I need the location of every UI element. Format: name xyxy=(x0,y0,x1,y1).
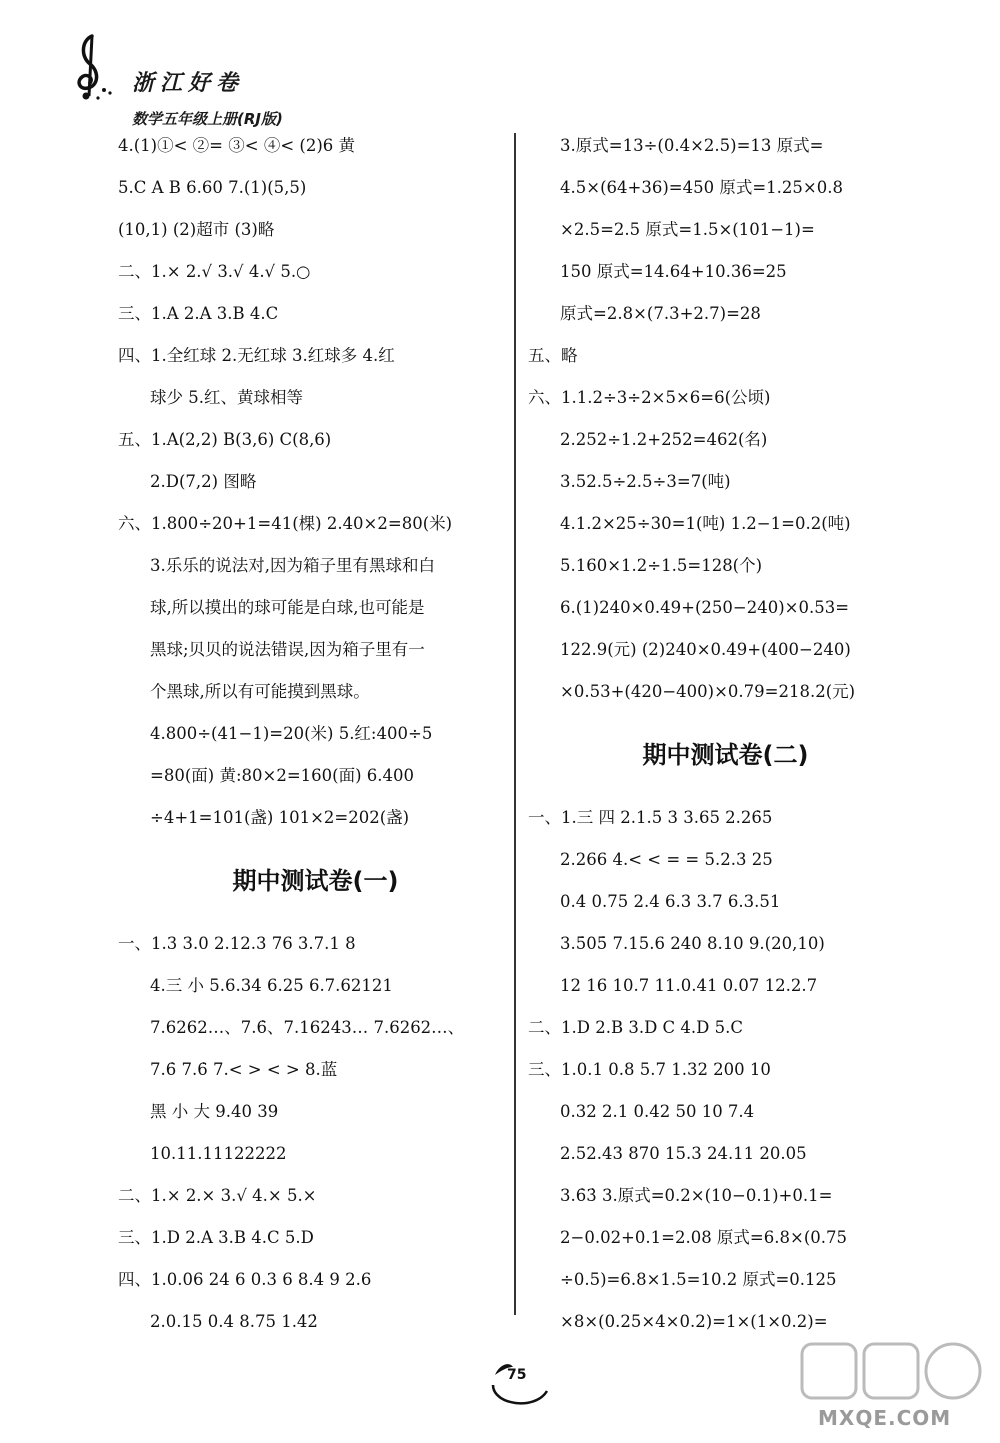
answer-line: 0.4 0.75 2.4 6.3 3.7 6.3.51 xyxy=(560,892,781,911)
answer-line: 3.乐乐的说法对,因为箱子里有黑球和白 xyxy=(150,556,435,575)
answer-line: 原式=2.8×(7.3+2.7)=28 xyxy=(560,304,761,323)
answer-line: ÷4+1=101(盏) 101×2=202(盏) xyxy=(150,808,410,827)
answer-line: 二、1.× 2.√ 3.√ 4.√ 5.○ xyxy=(118,262,311,281)
answer-line: 150 原式=14.64+10.36=25 xyxy=(560,262,787,281)
answer-line: 12 16 10.7 11.0.41 0.07 12.2.7 xyxy=(560,976,818,995)
book-title: 数学五年级上册(RJ版) xyxy=(132,110,283,128)
answer-line: 三、1.D 2.A 3.B 4.C 5.D xyxy=(118,1228,314,1247)
watermark-text: MXQE.COM xyxy=(818,1406,952,1430)
answer-line: 4.1.2×25÷30=1(吨) 1.2−1=0.2(吨) xyxy=(560,514,851,533)
column-divider xyxy=(514,133,516,1315)
answer-line: 五、1.A(2,2) B(3,6) C(8,6) xyxy=(118,430,332,449)
answer-line: 0.32 2.1 0.42 50 10 7.4 xyxy=(560,1102,755,1121)
answer-line: 一、1.3 3.0 2.12.3 76 3.7.1 8 xyxy=(118,934,356,953)
answer-line: 7.6262…、7.6̇、7.16243… 7.6262…、 xyxy=(150,1018,465,1037)
answer-line: 一、1.三 四 2.1.5 3 3.65 2.26̇5̇ xyxy=(528,808,773,827)
right-answer-column xyxy=(528,125,923,1343)
answer-line: 3.原式=13÷(0.4×2.5)=13 原式= xyxy=(560,136,824,155)
answer-line: 三、1.A 2.A 3.B 4.C xyxy=(118,304,279,323)
answer-line: ÷0.5)=6.8×1.5=10.2 原式=0.125 xyxy=(560,1270,837,1289)
answer-line: 6.(1)240×0.49+(250−240)×0.53= xyxy=(560,598,850,617)
answer-line: 黑 小 大 9.40 39 xyxy=(150,1102,279,1121)
answer-line: 四、1.全红球 2.无红球 3.红球多 4.红 xyxy=(118,346,395,365)
answer-line: 4.三 小 5.6.34 6.25 6.7.62121 xyxy=(150,976,393,995)
answer-line: 4.(1)①< ②= ③< ④< (2)6 黄 xyxy=(118,136,356,155)
watermark-badge xyxy=(800,1340,990,1410)
answer-line: 二、1.D 2.B 3.D C 4.D 5.C xyxy=(528,1018,743,1037)
page-header xyxy=(62,30,382,128)
answer-line: 2.52.43 870 15.3 24.11 20.05 xyxy=(560,1144,807,1163)
watermark-logo xyxy=(800,1340,990,1435)
answer-line: 三、1.0.1 0.8 5.7 1.32 200 10 xyxy=(528,1060,771,1079)
answer-line: 5.C A B 6.60 7.(1)(5,5) xyxy=(118,178,307,197)
answer-line: 3.52.5÷2.5÷3=7(吨) xyxy=(560,472,731,491)
answer-line: 球,所以摸出的球可能是白球,也可能是 xyxy=(150,598,425,617)
section-title: 期中测试卷(一) xyxy=(232,867,399,895)
answer-line: =80(面) 黄:80×2=160(面) 6.400 xyxy=(150,766,414,785)
answer-line: 10.11.11122222 xyxy=(150,1144,287,1163)
page-number: 75 xyxy=(507,1367,527,1383)
answer-line: 球少 5.红、黄球相等 xyxy=(150,388,303,407)
answer-line: 3.6̇3̇ 3.原式=0.2×(10−0.1)+0.1= xyxy=(560,1186,833,1205)
answer-line: 2.0.15 0.4 8.75 1.4̇2̇ xyxy=(150,1312,318,1331)
answer-line: 二、1.× 2.× 3.√ 4.× 5.× xyxy=(118,1186,317,1205)
answer-line: 7.6̇ 7.6̇ 7.< > < > 8.蓝 xyxy=(150,1060,338,1079)
answer-line: 4.5×(64+36)=450 原式=1.25×0.8 xyxy=(560,178,843,197)
answer-line: 四、1.0.06 24 6 0.3 6 8.4 9 2.6 xyxy=(118,1270,372,1289)
answer-line: 122.9(元) (2)240×0.49+(400−240) xyxy=(560,640,851,659)
answer-line: ×8×(0.25×4×0.2)=1×(1×0.2)= xyxy=(560,1312,828,1331)
answer-line: 六、1.1.2÷3÷2×5×6=6(公顷) xyxy=(528,388,771,407)
answer-line: 4.800÷(41−1)=20(米) 5.红:400÷5 xyxy=(150,724,433,743)
answer-line: 2.266 4.< < = = 5.2.3 25 xyxy=(560,850,773,869)
answer-line: 六、1.800÷20+1=41(棵) 2.40×2=80(米) xyxy=(118,514,453,533)
page-number-badge xyxy=(485,1345,555,1415)
answer-line: ×0.53+(420−400)×0.79=218.2(元) xyxy=(560,682,856,701)
answer-line: 五、略 xyxy=(528,346,578,365)
answer-line: 个黑球,所以有可能摸到黑球。 xyxy=(150,682,370,701)
answer-line: (10,1) (2)超市 (3)略 xyxy=(118,220,275,239)
answer-line: ×2.5=2.5 原式=1.5×(101−1)= xyxy=(560,220,815,239)
answer-line: 2−0.02+0.1=2.08 原式=6.8×(0.75 xyxy=(560,1228,848,1247)
section-title: 期中测试卷(二) xyxy=(642,741,809,769)
series-title: 浙江好卷 xyxy=(132,71,245,96)
answer-line: 2.252÷1.2+252=462(名) xyxy=(560,430,768,449)
left-answer-column xyxy=(118,125,513,1343)
answer-line: 2.D(7,2) 图略 xyxy=(150,472,257,491)
answer-line: 黑球;贝贝的说法错误,因为箱子里有一 xyxy=(150,640,425,659)
answer-line: 3.5̇05̇ 7.15.6 240 8.10 9.(20,10) xyxy=(560,934,825,953)
treble-clef-icon xyxy=(62,30,118,102)
answer-line: 5.160×1.2÷1.5=128(个) xyxy=(560,556,763,575)
